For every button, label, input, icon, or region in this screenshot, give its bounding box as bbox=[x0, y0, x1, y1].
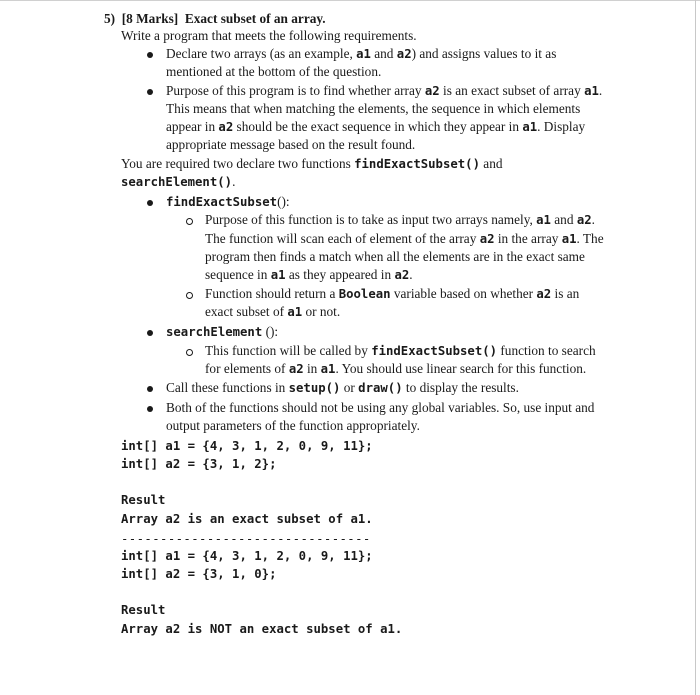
question-intro: Write a program that meets the following requirements. bbox=[121, 28, 417, 43]
question-number: 5) bbox=[104, 11, 116, 26]
call-functions-line: Call these functions in setup() or draw() to display the results. bbox=[166, 380, 519, 395]
question-marks: [8 Marks] bbox=[121, 11, 179, 26]
requirement-2-line-2: This means that when matching the elements, the sequence in which elements bbox=[166, 101, 581, 116]
requirement-2-line-1: Purpose of this program is to find whether array a2 is an exact subset of array a1. bbox=[166, 83, 603, 98]
example-2-array-a2: int[] a2 = {3, 1, 0}; bbox=[121, 567, 277, 581]
example-2-result: Array a2 is NOT an exact subset of a1. bbox=[121, 622, 403, 636]
find-exact-return-line-2: exact subset of a1 or not. bbox=[205, 304, 341, 319]
example-1-result-label: Result bbox=[121, 493, 166, 507]
example-2-result-label: Result bbox=[121, 603, 166, 617]
bullet-marker bbox=[147, 406, 153, 412]
requirement-1-line-2: mentioned at the bottom of the question. bbox=[166, 64, 382, 79]
example-1-array-a1: int[] a1 = {4, 3, 1, 2, 0, 9, 11}; bbox=[121, 439, 373, 453]
find-exact-return-line-1: Function should return a Boolean variable based on whether a2 is an bbox=[205, 286, 580, 301]
separator-line: -------------------------------- bbox=[121, 532, 371, 546]
sub-bullet-marker bbox=[186, 349, 193, 356]
no-globals-line-2: output parameters of the function appropriately. bbox=[166, 418, 420, 433]
requirement-1-line-1: Declare two arrays (as an example, a1 and a2) and assigns values to it as bbox=[166, 46, 557, 61]
bullet-marker bbox=[147, 89, 153, 95]
find-exact-desc-line-1: Purpose of this function is to take as input two arrays namely, a1 and a2. bbox=[205, 212, 595, 227]
requirement-2-line-4: appropriate message based on the result found. bbox=[166, 137, 416, 152]
page-edge-right bbox=[695, 0, 696, 695]
sub-bullet-marker bbox=[186, 292, 193, 299]
find-exact-desc-line-2: The function will scan each of element of the array a2 in the array a1. The bbox=[205, 231, 604, 246]
functions-intro-line-2: searchElement(). bbox=[121, 174, 236, 189]
find-exact-desc-line-3: program then finds a match when all the elements are in the exact same bbox=[205, 249, 585, 264]
search-element-desc-line-2: for elements of a2 in a1. You should use linear search for this function. bbox=[205, 361, 587, 376]
bullet-marker bbox=[147, 386, 153, 392]
requirement-2-line-3: appear in a2 should be the exact sequence in which they appear in a1. Display bbox=[166, 119, 586, 134]
question-title-text: Exact subset of an array. bbox=[184, 11, 326, 26]
find-exact-desc-line-4: sequence in a1 as they appeared in a2. bbox=[205, 267, 413, 282]
bullet-marker bbox=[147, 200, 153, 206]
functions-intro-line-1: You are required two declare two functions findExactSubset() and bbox=[121, 156, 503, 171]
bullet-marker bbox=[147, 330, 153, 336]
example-1-array-a2: int[] a2 = {3, 1, 2}; bbox=[121, 457, 277, 471]
question-title bbox=[104, 10, 326, 28]
example-1-result: Array a2 is an exact subset of a1. bbox=[121, 512, 373, 526]
no-globals-line-1: Both of the functions should not be using any global variables. So, use input and bbox=[166, 400, 595, 415]
search-element-desc-line-1: This function will be called by findExactSubset() function to search bbox=[205, 343, 596, 358]
page-edge-top bbox=[0, 0, 700, 1]
search-element-header: searchElement (): bbox=[166, 324, 279, 339]
bullet-marker bbox=[147, 52, 153, 58]
find-exact-subset-header: findExactSubset(): bbox=[166, 194, 290, 209]
sub-bullet-marker bbox=[186, 218, 193, 225]
example-2-array-a1: int[] a1 = {4, 3, 1, 2, 0, 9, 11}; bbox=[121, 549, 373, 563]
